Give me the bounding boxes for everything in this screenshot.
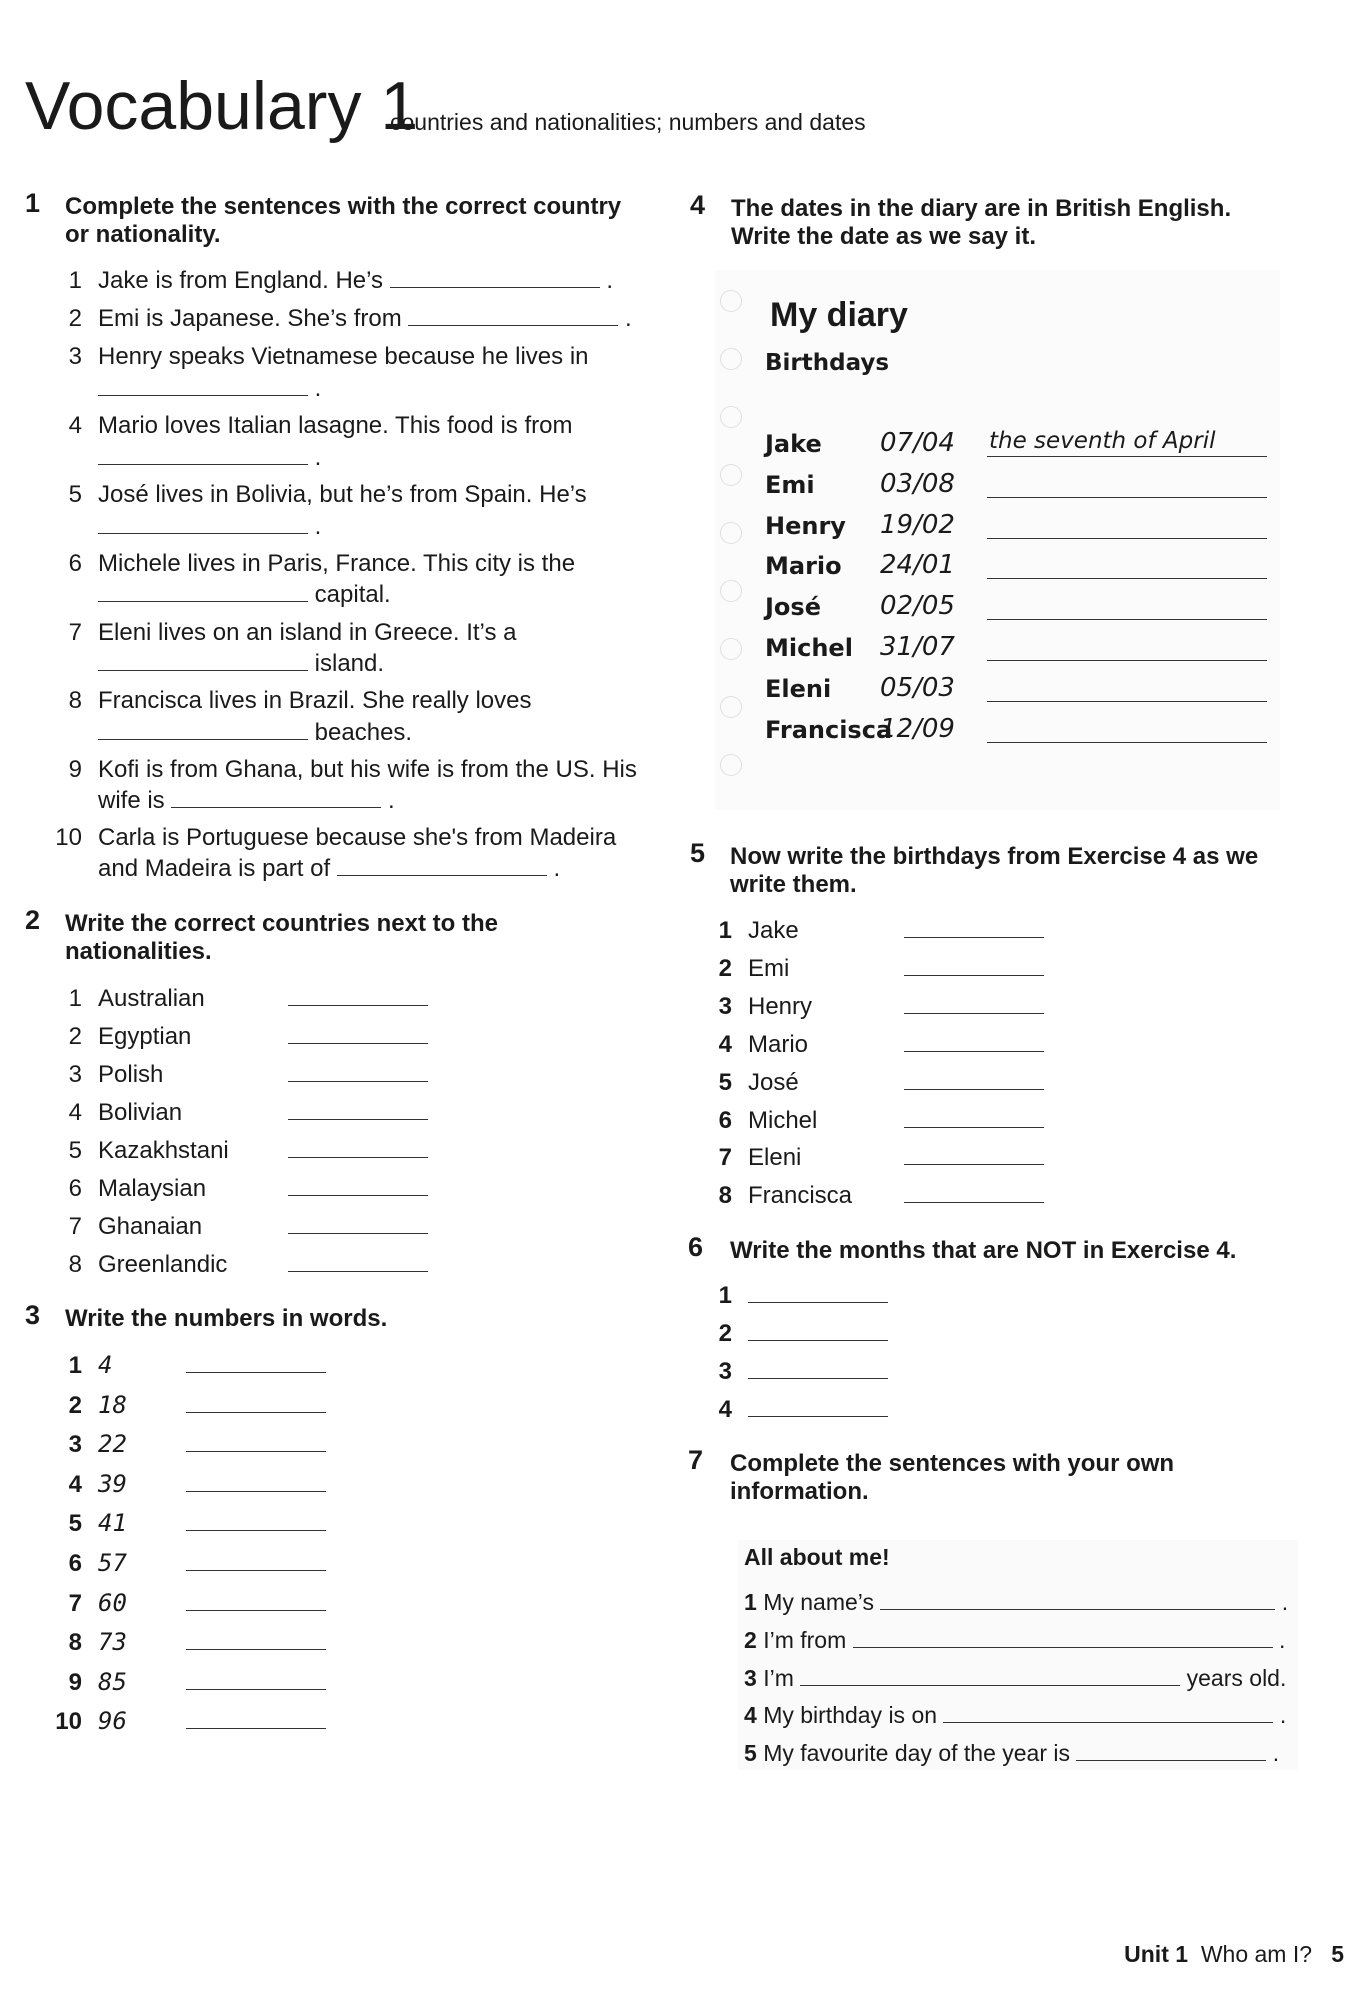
footer-unit: Unit 1 [1124,1941,1189,1967]
answer-blank[interactable] [288,1101,428,1120]
answer-blank[interactable] [748,1322,888,1341]
ex1-item: 5 José lives in Bolivia, but he’s from Spain. He’s [68,481,587,508]
diary-ring [720,406,742,428]
page-number: 5 [1331,1941,1344,1967]
exercise-1-number: 1 [25,188,41,218]
about-me-item: 4 My birthday is on . [744,1702,1287,1728]
answer-blank[interactable] [98,721,308,740]
ex1-item: 2 Emi is Japanese. She’s from . [68,305,632,332]
ex1-item-line2: island. [98,648,384,679]
page-title: Vocabulary 1 [25,68,419,144]
ex1-item-line2: wife is . [98,787,395,814]
answer-blank[interactable] [390,269,600,288]
answer-blank[interactable] [288,1215,428,1234]
answer-blank[interactable] [186,1473,326,1492]
answer-blank[interactable] [748,1284,888,1303]
ex3-item: 1 4 [50,1350,326,1381]
ex1-item-line2: and Madeira is part of . [98,855,561,882]
ex5-item: 1 Jake [712,915,1044,946]
diary-ring [720,348,742,370]
ex3-item: 10 96 [50,1706,326,1737]
page-footer [1124,1941,1344,1968]
answer-blank[interactable] [904,1033,1044,1052]
about-me-item: 5 My favourite day of the year is . [744,1740,1280,1766]
diary-date: 07/04 [880,428,955,458]
ex5-item: 4 Mario [712,1029,1044,1060]
exercise-2-instruction: Write the correct countries next to the nationalities. [65,910,498,965]
diary-date: 31/07 [880,632,955,662]
diary-name: Mario [765,552,842,581]
diary-ring [720,580,742,602]
diary-ring [720,638,742,660]
ex3-item: 2 18 [50,1390,326,1421]
answer-blank[interactable] [171,789,381,808]
answer-blank[interactable] [98,583,308,602]
ex1-item: 9 Kofi is from Ghana, but his wife is from the US. His [68,756,637,783]
diary-ring [720,290,742,312]
ex1-item: 7 Eleni lives on an island in Greece. It’s a [68,619,517,646]
diary-date: 05/03 [880,672,955,703]
ex6-item: 1 [712,1280,888,1311]
ex1-item: 4 Mario loves Italian lasagne. This food is from [68,412,573,439]
exercise-5-instruction: Now write the birthdays from Exercise 4 as we write them. [730,843,1259,898]
answer-blank[interactable] [904,995,1044,1014]
diary-panel [715,270,1280,810]
diary-name: José [765,593,821,622]
ex1-item-line2: . [98,442,321,473]
about-me-box [738,1540,1298,1770]
answer-blank[interactable] [98,446,308,465]
answer-blank[interactable] [904,957,1044,976]
answer-blank[interactable] [987,538,1267,539]
ex2-item: 1 Australian [50,983,428,1014]
answer-blank[interactable] [943,1704,1273,1723]
ex6-item: 4 [712,1394,888,1425]
ex5-item: 8 Francisca [712,1180,1044,1211]
ex6-item: 3 [712,1356,888,1387]
ex1-item-line2: beaches. [98,717,412,748]
ex2-item: 2 Egyptian [50,1021,428,1052]
answer-blank[interactable] [186,1394,326,1413]
answer-blank[interactable] [1076,1742,1266,1761]
exercise-3-instruction: Write the numbers in words. [65,1305,388,1332]
diary-title: My diary [770,296,908,334]
answer-blank[interactable] [186,1354,326,1373]
exercise-3-number: 3 [25,1300,41,1330]
exercise-5-number: 5 [690,838,706,868]
diary-date: 02/05 [880,591,955,622]
exercise-7-number: 7 [688,1445,704,1475]
answer-blank[interactable] [186,1433,326,1452]
answer-blank[interactable] [748,1360,888,1379]
answer-blank[interactable] [288,1177,428,1196]
ex3-item: 6 57 [50,1548,326,1579]
ex2-item: 6 Malaysian [50,1173,428,1204]
diary-date: 24/01 [880,550,955,581]
answer-blank[interactable] [904,1071,1044,1090]
ex3-item: 4 39 [50,1469,326,1500]
ex6-item: 2 [712,1318,888,1349]
diary-name: Jake [765,430,822,458]
diary-date: 03/08 [880,468,955,499]
diary-date: 19/02 [880,509,955,540]
answer-blank[interactable] [408,307,618,326]
exercise-4-instruction: The dates in the diary are in British English. Write the date as we say it. [731,195,1232,250]
ex1-item-line2: capital. [98,579,391,610]
exercise-6-instruction: Write the months that are NOT in Exercise 4. [730,1237,1237,1264]
footer-title: Who am I? [1200,1941,1313,1967]
about-me-item: 3 I’m years old. [744,1665,1287,1691]
diary-answer: the seventh of April [989,428,1216,454]
ex2-item: 5 Kazakhstani [50,1135,428,1166]
answer-blank[interactable] [987,578,1267,579]
exercise-7-instruction: Complete the sentences with your own information. [730,1450,1175,1505]
answer-blank[interactable] [186,1710,326,1729]
ex1-item-line2: . [98,511,321,542]
answer-blank[interactable] [987,701,1267,702]
answer-blank[interactable] [987,619,1267,620]
diary-subtitle: Birthdays [765,350,890,376]
answer-blank[interactable] [987,660,1267,661]
ex5-item: 5 José [712,1067,1044,1098]
answer-blank[interactable] [904,1184,1044,1203]
ex3-item: 5 41 [50,1508,326,1539]
diary-name: Eleni [765,674,832,703]
answer-blank[interactable] [98,652,308,671]
answer-blank[interactable] [288,1139,428,1158]
answer-blank[interactable] [288,1025,428,1044]
ex2-item: 7 Ghanaian [50,1211,428,1242]
ex5-item: 7 Eleni [712,1142,1044,1173]
diary-ring [720,754,742,776]
answer-blank[interactable] [904,1146,1044,1165]
answer-blank[interactable] [987,742,1267,743]
answer-blank[interactable] [880,1591,1275,1610]
ex3-item: 7 60 [50,1588,326,1619]
answer-blank[interactable] [288,987,428,1006]
answer-blank[interactable] [98,377,308,396]
ex5-item: 2 Emi [712,953,1044,984]
diary-name: Francisca [765,715,893,744]
diary-name: Henry [765,511,846,540]
exercise-6-number: 6 [688,1232,704,1262]
answer-blank[interactable] [186,1552,326,1571]
answer-blank[interactable] [186,1631,326,1650]
diary-date: 12/09 [880,713,955,744]
exercise-1-instruction: Complete the sentences with the correct country or nationality. [65,193,622,248]
ex5-item: 6 Michel [712,1105,1044,1136]
ex5-item: 3 Henry [712,991,1044,1022]
ex3-item: 3 22 [50,1429,326,1460]
exercise-4-number: 4 [690,190,706,220]
about-me-title: All about me! [744,1544,890,1570]
answer-blank[interactable] [904,919,1044,938]
diary-name: Michel [765,634,853,662]
about-me-item: 1 My name’s . [744,1589,1289,1615]
answer-blank[interactable] [186,1512,326,1531]
diary-ring [720,464,742,486]
ex1-item: 6 Michele lives in Paris, France. This city is the [68,550,576,577]
ex2-item: 3 Polish [50,1059,428,1090]
answer-blank[interactable] [288,1063,428,1082]
diary-ring [720,522,742,544]
answer-blank[interactable] [987,497,1267,498]
answer-blank[interactable] [748,1398,888,1417]
ex1-item: 3 Henry speaks Vietnamese because he lives in [68,343,589,370]
diary-name: Emi [765,470,815,499]
about-me-item: 2 I’m from . [744,1627,1286,1653]
ex1-item-line2: . [98,373,321,404]
exercise-2-number: 2 [25,905,41,935]
answer-blank[interactable] [288,1253,428,1272]
ex3-item: 9 85 [50,1667,326,1698]
ex3-item: 8 73 [50,1627,326,1658]
answer-blank[interactable] [186,1671,326,1690]
ex1-item: 10 Carla is Portuguese because she's from Madeira [55,824,617,851]
answer-blank[interactable] [853,1629,1273,1648]
ex2-item: 4 Bolivian [50,1097,428,1128]
answer-blank[interactable] [186,1592,326,1611]
diary-ring [720,696,742,718]
ex1-item: 8 Francisca lives in Brazil. She really loves [68,687,532,714]
answer-blank[interactable] [800,1667,1180,1686]
ex2-item: 8 Greenlandic [50,1249,428,1280]
answer-blank[interactable] [98,515,308,534]
page-subtitle: countries and nationalities; numbers and dates [390,109,866,135]
ex1-item: 1 Jake is from England. He’s . [68,267,614,294]
answer-blank[interactable] [987,456,1267,457]
answer-blank[interactable] [337,857,547,876]
answer-blank[interactable] [904,1109,1044,1128]
